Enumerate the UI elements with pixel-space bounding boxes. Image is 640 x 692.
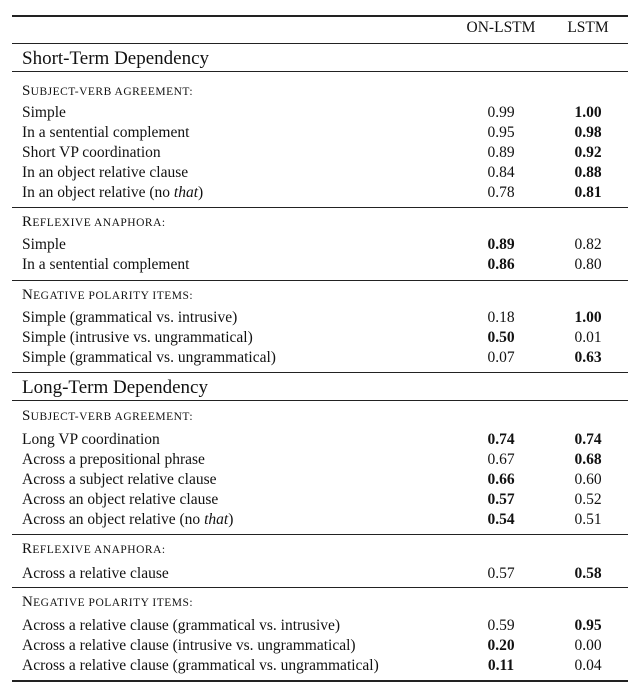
lstm-value: 0.92 [574,144,602,161]
on-lstm-value: 0.66 [487,471,515,488]
lstm-value: 0.80 [574,256,602,273]
section-rule [12,71,628,72]
group-heading-rest: EFLEXIVE ANAPHORA: [32,544,166,556]
table-row [0,564,640,584]
table-row [0,103,640,123]
row-label [22,348,276,368]
section-title-row [0,47,640,71]
group-heading-text [22,212,166,233]
lstm-value: 0.52 [574,491,602,508]
row-label [22,564,169,584]
section-title-row [0,376,640,400]
col-header-on-lstm: ON-LSTM [466,19,536,36]
group-rule [12,280,628,281]
lstm-value: 0.74 [574,431,602,448]
table-row [0,430,640,450]
on-lstm-value: 0.89 [487,236,515,253]
group-heading-first: N [22,594,34,610]
table-row [0,616,640,636]
table-row [0,143,640,163]
lstm-value: 0.00 [574,637,602,654]
on-lstm-value: 0.67 [487,451,515,468]
table-row [0,123,640,143]
row-label-text: In an object relative (no [22,184,174,201]
row-label-text: Simple [22,236,66,253]
lstm-value: 0.81 [574,184,602,201]
row-label [22,103,66,123]
lstm-value: 0.60 [574,471,602,488]
on-lstm-value: 0.50 [487,329,515,346]
col-header-lstm: LSTM [567,19,609,36]
lstm-value: 0.51 [574,511,602,528]
table-row [0,636,640,656]
lstm-value: 0.82 [574,236,602,253]
group-heading-text [22,592,193,613]
row-label-text: In a sentential complement [22,124,190,141]
on-lstm-value: 0.78 [487,184,515,201]
row-label-text: Across an object relative clause [22,491,219,508]
row-label [22,510,233,530]
group-rule [12,207,628,208]
row-label-text: Across a relative clause (grammatical vs. ungrammatical) [22,657,379,674]
row-label-suffix: ) [228,511,234,528]
lstm-value: 0.68 [574,451,602,468]
table-row [0,308,640,328]
row-label-text: Across a relative clause [22,565,169,582]
row-label-text: In a sentential complement [22,256,190,273]
row-label [22,470,217,490]
group-heading-text [22,81,193,102]
group-heading-rest: UBJECT-VERB AGREEMENT: [30,86,194,98]
group-rule [12,372,628,373]
row-label [22,490,218,510]
row-label-text: In an object relative clause [22,164,189,181]
group-heading [0,539,640,559]
group-heading-first: N [22,287,34,303]
group-heading-text [22,285,193,306]
table-row [0,183,640,203]
on-lstm-value: 0.57 [487,491,515,508]
group-heading [0,406,640,426]
section-title: Short-Term Dependency [22,48,210,69]
row-label-text: Simple (grammatical vs. intrusive) [22,309,238,326]
row-label-text: Short VP coordination [22,144,161,161]
lstm-value: 0.88 [574,164,602,181]
row-label-italic: that [204,511,229,528]
row-label [22,235,66,255]
row-label [22,308,237,328]
on-lstm-value: 0.59 [487,617,515,634]
group-heading [0,212,640,232]
bottom-rule [12,680,628,682]
row-label-suffix: ) [198,184,204,201]
on-lstm-value: 0.18 [487,309,515,326]
group-heading [0,81,640,101]
table-row [0,656,640,676]
row-label [22,656,379,676]
section-rule [12,400,628,401]
row-label [22,616,340,636]
table-row [0,235,640,255]
row-label [22,123,189,143]
lstm-value: 0.98 [574,124,602,141]
on-lstm-value: 0.57 [487,565,515,582]
row-label [22,430,160,450]
row-label-text: Across a prepositional phrase [22,451,205,468]
row-label-text: Across an object relative (no [22,511,205,528]
on-lstm-value: 0.89 [487,144,515,161]
group-heading-text [22,406,193,427]
lstm-value: 0.58 [574,565,602,582]
row-label-text: Across a subject relative clause [22,471,217,488]
lstm-value: 1.00 [574,309,602,326]
table-row [0,470,640,490]
group-heading [0,285,640,305]
row-label-text: Simple (grammatical vs. ungrammatical) [22,349,276,366]
group-rule [12,534,628,535]
on-lstm-value: 0.99 [487,104,515,121]
row-label [22,450,205,470]
table-row [0,450,640,470]
group-heading-rest: EGATIVE POLARITY ITEMS: [33,597,194,609]
lstm-value: 1.00 [574,104,602,121]
row-label-text: Simple [22,104,66,121]
row-label-text: Across a relative clause (grammatical vs. intrusive) [22,617,341,634]
table-row [0,328,640,348]
section-title: Long-Term Dependency [22,377,208,398]
on-lstm-value: 0.74 [487,431,515,448]
row-label-italic: that [173,184,199,201]
row-label-text: Long VP coordination [22,431,160,448]
group-heading-rest: EFLEXIVE ANAPHORA: [32,217,166,229]
group-rule [12,587,628,588]
row-label [22,328,253,348]
group-heading-first: S [22,408,31,424]
lstm-value: 0.95 [574,617,602,634]
row-label-text: Across a relative clause (intrusive vs. ungrammatical) [22,637,356,654]
row-label [22,183,203,203]
table-row [0,163,640,183]
row-label [22,163,188,183]
table-row [0,510,640,530]
on-lstm-value: 0.95 [487,124,515,141]
lstm-value: 0.63 [574,349,602,366]
top-rule [12,15,628,17]
group-heading-first: R [22,541,33,557]
header-row [0,18,640,38]
row-label [22,255,189,275]
on-lstm-value: 0.07 [487,349,515,366]
group-heading [0,592,640,612]
on-lstm-value: 0.84 [487,164,515,181]
on-lstm-value: 0.54 [487,511,515,528]
on-lstm-value: 0.11 [487,657,515,674]
group-heading-first: R [22,214,33,230]
group-heading-rest: UBJECT-VERB AGREEMENT: [30,411,194,423]
table-row [0,348,640,368]
table-row [0,490,640,510]
row-label [22,143,161,163]
lstm-value: 0.01 [574,329,602,346]
header-rule [12,43,628,44]
on-lstm-value: 0.20 [487,637,515,654]
group-heading-rest: EGATIVE POLARITY ITEMS: [33,290,194,302]
row-label-text: Simple (intrusive vs. ungrammatical) [22,329,253,346]
group-heading-first: S [22,83,31,99]
lstm-value: 0.04 [574,657,602,674]
table-row [0,255,640,275]
group-heading-text [22,539,166,560]
row-label [22,636,356,656]
on-lstm-value: 0.86 [487,256,515,273]
